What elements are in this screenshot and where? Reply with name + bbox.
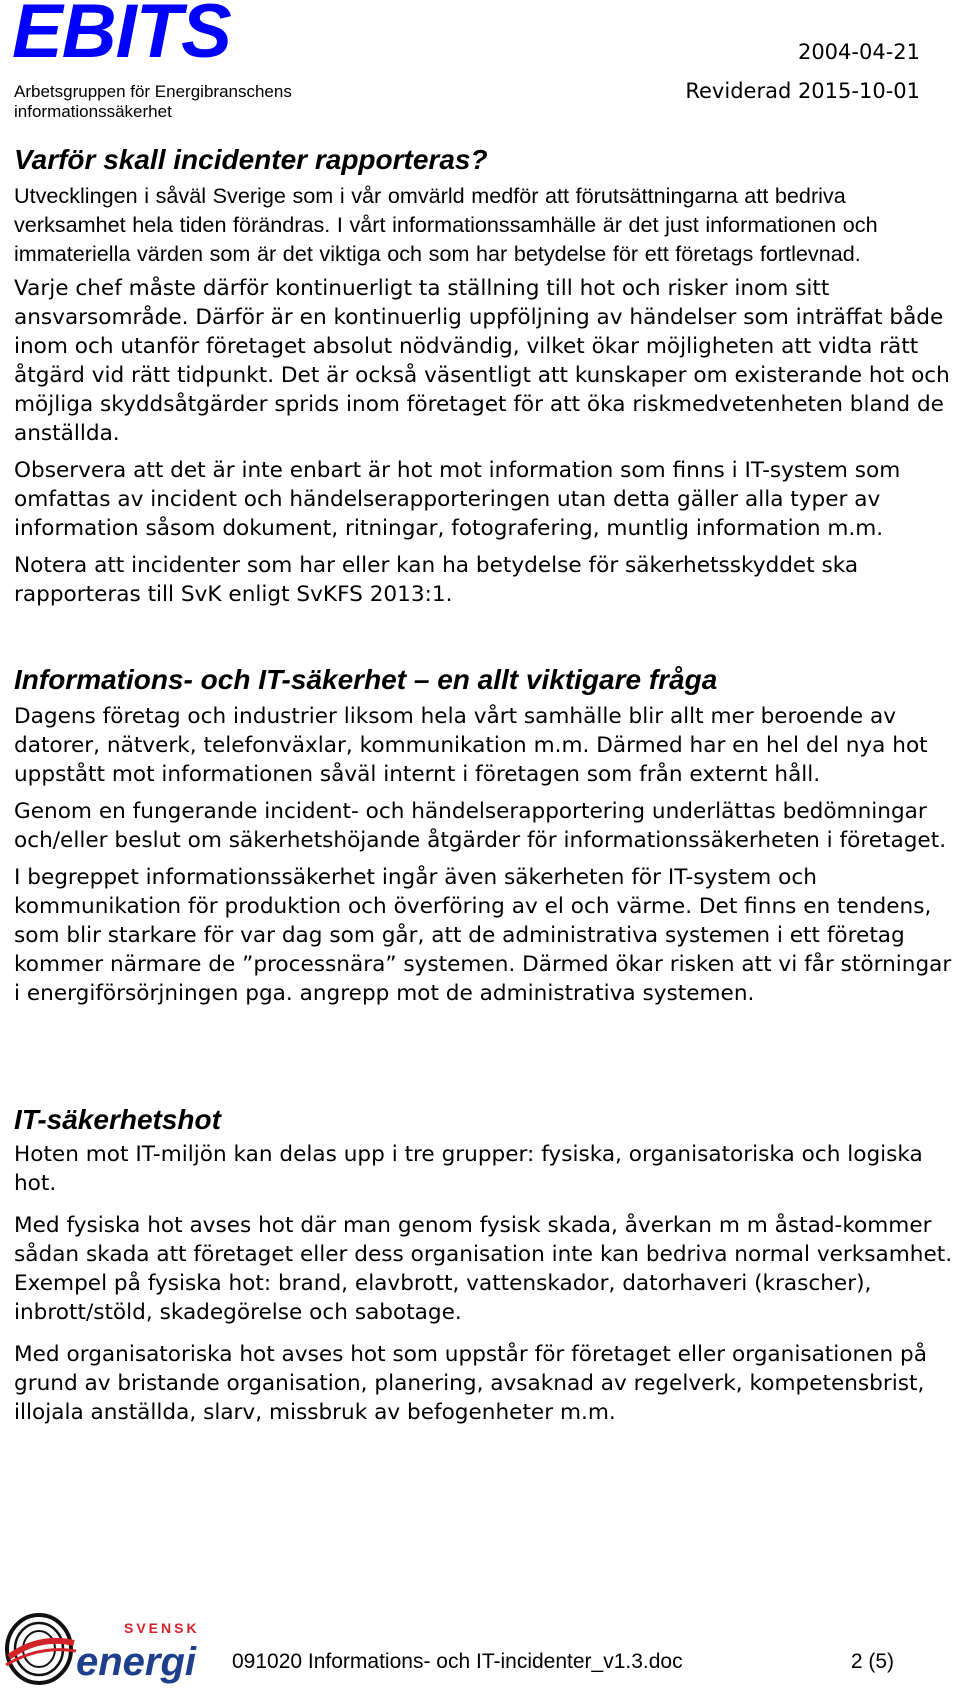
section-heading-why-report: Varför skall incidenter rapporteras? (14, 144, 488, 175)
paragraph: Varje chef måste därför kontinuerligt ta ställning till hot och risker inom sitt ansvarsområde. Därför är en kontinuerlig uppföljning av händelser som inträffat både inom och utanför företaget absolut nödvändig, vilket ökar möjligheten att vidta rätt åtgärd vid rätt tidpunkt. Det är också väsentligt att kunskaper om existerande hot och möjliga skyddsåtgärder sprids inom företaget för att öka riskmedvetenheten bland de anställda. (14, 276, 950, 446)
paragraph: Notera att incidenter som har eller kan ha betydelse för säkerhetsskyddet ska rapporteras till SvK enligt SvKFS 2013:1. (14, 553, 859, 607)
paragraph: Dagens företag och industrier liksom hela vårt samhälle blir allt mer beroende av datorer, nätverk, telefonväxlar, kommunikation m.m. Därmed har en hel del nya hot uppstått mot informationen såväl internt i företagen som från externt håll. (14, 704, 928, 787)
paragraph: Genom en fungerande incident- och händelserapportering underlättas bedömningar och/eller beslut om säkerhetshöjande åtgärder för informationssäkerheten i företaget. (14, 799, 947, 853)
paragraph: Med organisatoriska hot avses hot som uppstår för företaget eller organisationen på grund av bristande organisation, planering, avsaknad av regelverk, kompetensbrist, illojala anställda, slarv, missbruk av befogenheter m.m. (14, 1342, 927, 1425)
logo-text-energi: energi (76, 1640, 197, 1684)
page-number: 2 (5) (850, 1650, 894, 1673)
paragraph: Hoten mot IT-miljön kan delas upp i tre grupper: fysiska, organisatoriska och logiska hot. (14, 1142, 923, 1196)
section-body-why-report (14, 181, 954, 609)
svensk-energi-logo (4, 1611, 214, 1687)
revision-date: Reviderad 2015-10-01 (685, 79, 920, 103)
section-heading-it-threats: IT-säkerhetshot (14, 1104, 221, 1135)
paragraph: Med fysiska hot avses hot där man genom fysisk skada, åverkan m m åstad-kommer sådan skada att företaget eller dess organisation inte kan bedriva normal verksamhet. Exempel på fysiska hot: brand, elavbrott, vattenskador, datorhaveri (krascher), inbrott/stöld, skadegörelse och sabotage. (14, 1213, 953, 1325)
paragraph: Utvecklingen i såväl Sverige som i vår omvärld medför att förutsättningarna att bedriva verksamhet hela tiden förändras. I vårt informationssamhälle är det just informationen och immateriella värden som är det viktiga och som har betydelse för ett företags fortlevnad. (14, 183, 878, 266)
ebits-logo: EBITS (12, 0, 231, 74)
footer-document-name: 091020 Informations- och IT-incidenter_v1.3.doc (232, 1650, 683, 1673)
organization-line-2: informationssäkerhet (14, 102, 172, 121)
section-heading-information-security: Informations- och IT-säkerhet – en allt viktigare fråga (14, 664, 718, 695)
section-body-it-threats (14, 1140, 954, 1427)
globe-icon (6, 1615, 76, 1683)
logo-text-svensk: SVENSK (124, 1620, 200, 1636)
paragraph: Observera att det är inte enbart är hot mot information som finns i IT-system som omfattas av incident och händelserapporteringen utan detta gäller alla typer av information såsom dokument, ritningar, fotografering, muntlig information m.m. (14, 458, 901, 541)
paragraph: I begreppet informationssäkerhet ingår även säkerheten för IT-system och kommunikation för produktion och överföring av el och värme. Det finns en tendens, som blir starkare för var dag som går, att de administrativa systemen i ett företag kommer närmare de ”processnära” systemen. Därmed ökar risken att vi får störningar i energiförsörjningen pga. angrepp mot de administrativa systemen. (14, 865, 952, 1006)
section-body-information-security (14, 702, 954, 1008)
organization-name (14, 82, 354, 122)
organization-line-1: Arbetsgruppen för Energibranschens (14, 82, 292, 101)
document-date: 2004-04-21 (797, 40, 920, 64)
